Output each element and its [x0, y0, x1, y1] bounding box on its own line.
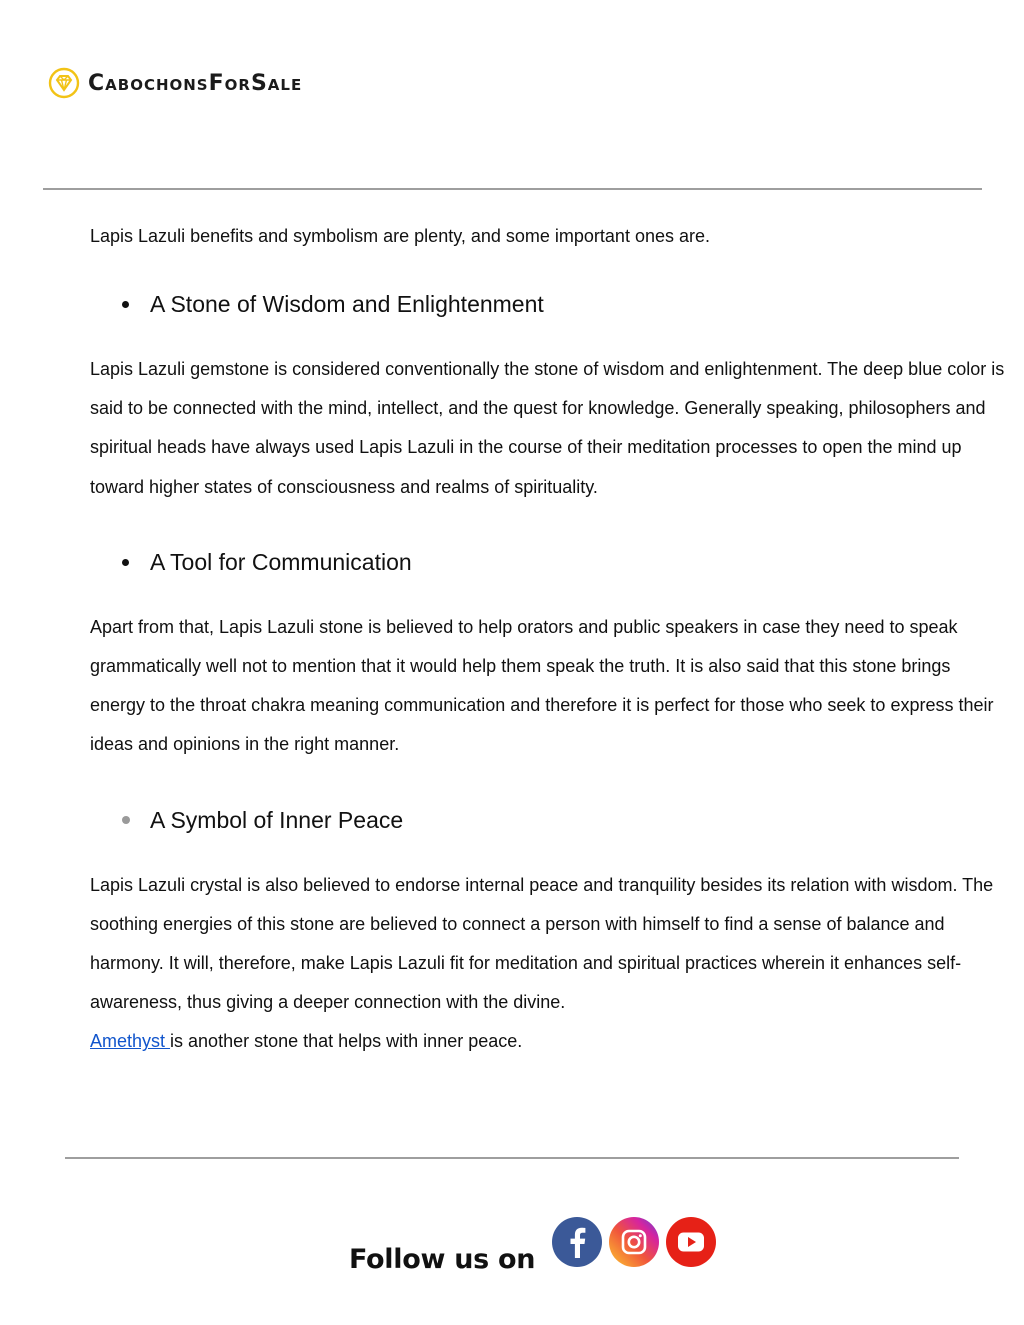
follow-us — [349, 1238, 722, 1275]
section-heading — [90, 545, 1005, 579]
facebook-icon[interactable] — [551, 1216, 603, 1268]
footer-divider — [65, 1157, 959, 1159]
bullet-icon — [122, 301, 129, 308]
intro-paragraph: Lapis Lazuli benefits and symbolism are plenty, and some important ones are. — [90, 226, 710, 246]
article-body — [90, 220, 1005, 1062]
gem-icon — [48, 67, 80, 99]
amethyst-link[interactable]: Amethyst — [90, 1031, 171, 1052]
section-heading-text: A Stone of Wisdom and Enlightenment — [150, 291, 544, 317]
follow-label: Follow us on — [349, 1244, 536, 1275]
section-heading — [90, 287, 1005, 321]
bullet-icon — [122, 816, 130, 824]
brand-logo[interactable] — [48, 65, 302, 101]
section-paragraph — [90, 866, 1005, 1062]
section-paragraph-text: Lapis Lazuli crystal is also believed to endorse internal peace and tranquility besides its relation with wisdom. The soothing energies of this stone are believed to connect a person with himself to find a sense of balance and harmony. It will, therefore, make Lapis Lazuli fit for meditation and spiritual practices wherein it enhances self-awareness, thus giving a deeper connection with the divine. — [90, 874, 994, 1013]
link-trailing-text: is another stone that helps with inner peace. — [170, 1031, 523, 1052]
section-heading-text: A Symbol of Inner Peace — [150, 806, 404, 833]
section-heading-text: A Tool for Communication — [150, 548, 412, 575]
social-links — [551, 1216, 722, 1268]
section-paragraph: Apart from that, Lapis Lazuli stone is believed to help orators and public speakers in case they need to speak grammatically well not to mention that it would help them speak the truth. It is also said that this stone brings energy to the throat chakra meaning communication and therefore it is perfect for those who seek to express their ideas and opinions in the right manner. — [90, 616, 994, 755]
header-divider — [43, 188, 982, 190]
brand-name: CabochonsForSale — [88, 70, 303, 96]
section-heading — [90, 803, 1005, 837]
bullet-icon — [122, 559, 129, 566]
section-paragraph: Lapis Lazuli gemstone is considered conventionally the stone of wisdom and enlightenment. The deep blue color is said to be connected with the mind, intellect, and the quest for knowledge. Generally speaking, philosophers and spiritual heads have always used Lapis Lazuli in the course of their meditation processes to open the mind up toward higher states of consciousness and realms of spirituality. — [90, 359, 1005, 497]
youtube-icon[interactable] — [665, 1216, 717, 1268]
instagram-icon[interactable] — [608, 1216, 660, 1268]
